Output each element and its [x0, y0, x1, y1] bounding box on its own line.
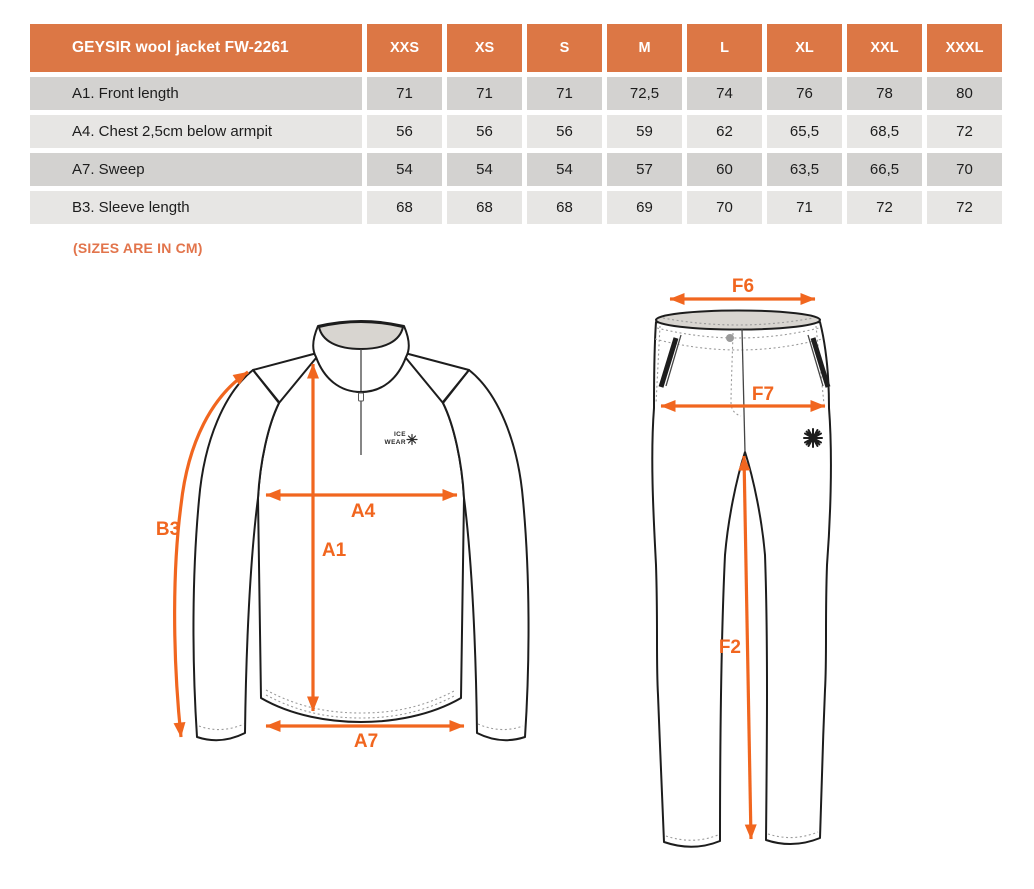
pants-drawing [652, 276, 831, 847]
size-value-cell: 62 [687, 115, 762, 148]
size-value-cell: 80 [927, 77, 1002, 110]
svg-text:WEAR: WEAR [384, 439, 406, 446]
size-col-header: XL [767, 24, 842, 72]
size-value-cell: 59 [607, 115, 682, 148]
size-value-cell: 70 [927, 153, 1002, 186]
size-value-cell: 72,5 [607, 77, 682, 110]
size-value-cell: 71 [767, 191, 842, 224]
size-col-header: L [687, 24, 762, 72]
size-value-cell: 68 [447, 191, 522, 224]
label-A7: A7 [353, 731, 379, 752]
size-table [30, 24, 1002, 224]
label-B3: B3 [155, 519, 181, 540]
garment-diagrams [0, 258, 1034, 889]
waist-button [726, 334, 734, 342]
size-value-cell: 56 [447, 115, 522, 148]
size-col-header: XXL [847, 24, 922, 72]
label-A4: A4 [350, 501, 376, 522]
svg-text:ICE: ICE [393, 431, 406, 438]
logo-snowflake-icon [407, 435, 417, 445]
size-value-cell: 72 [927, 191, 1002, 224]
row-label: A4. Chest 2,5cm below armpit [30, 115, 362, 148]
label-A1: A1 [321, 540, 347, 561]
size-value-cell: 60 [687, 153, 762, 186]
size-value-cell: 78 [847, 77, 922, 110]
label-F6: F6 [731, 276, 755, 297]
size-value-cell: 71 [527, 77, 602, 110]
size-value-cell: 54 [527, 153, 602, 186]
size-value-cell: 68 [527, 191, 602, 224]
size-value-cell: 69 [607, 191, 682, 224]
size-value-cell: 54 [447, 153, 522, 186]
units-note: (SIZES ARE IN CM) [73, 240, 203, 256]
size-value-cell: 57 [607, 153, 682, 186]
label-F2: F2 [718, 637, 741, 658]
pants-snowflake-icon [804, 429, 822, 447]
size-value-cell: 74 [687, 77, 762, 110]
size-col-header: XS [447, 24, 522, 72]
size-value-cell: 76 [767, 77, 842, 110]
row-label: A1. Front length [30, 77, 362, 110]
size-value-cell: 54 [367, 153, 442, 186]
size-value-cell: 72 [927, 115, 1002, 148]
size-col-header: XXS [367, 24, 442, 72]
size-col-header: S [527, 24, 602, 72]
size-value-cell: 66,5 [847, 153, 922, 186]
arrow-F2 [744, 456, 751, 839]
size-col-header: M [607, 24, 682, 72]
size-value-cell: 71 [447, 77, 522, 110]
size-value-cell: 56 [527, 115, 602, 148]
size-col-header: XXXL [927, 24, 1002, 72]
row-label: A7. Sweep [30, 153, 362, 186]
product-title-cell: GEYSIR wool jacket FW-2261 [30, 24, 362, 72]
size-value-cell: 63,5 [767, 153, 842, 186]
label-F7: F7 [751, 384, 775, 405]
size-value-cell: 68,5 [847, 115, 922, 148]
jacket-drawing [156, 321, 529, 752]
size-value-cell: 65,5 [767, 115, 842, 148]
pants-body [652, 322, 831, 847]
size-value-cell: 71 [367, 77, 442, 110]
size-value-cell: 72 [847, 191, 922, 224]
row-label: B3. Sleeve length [30, 191, 362, 224]
size-value-cell: 56 [367, 115, 442, 148]
size-value-cell: 70 [687, 191, 762, 224]
size-value-cell: 68 [367, 191, 442, 224]
waistband-top [656, 311, 820, 330]
